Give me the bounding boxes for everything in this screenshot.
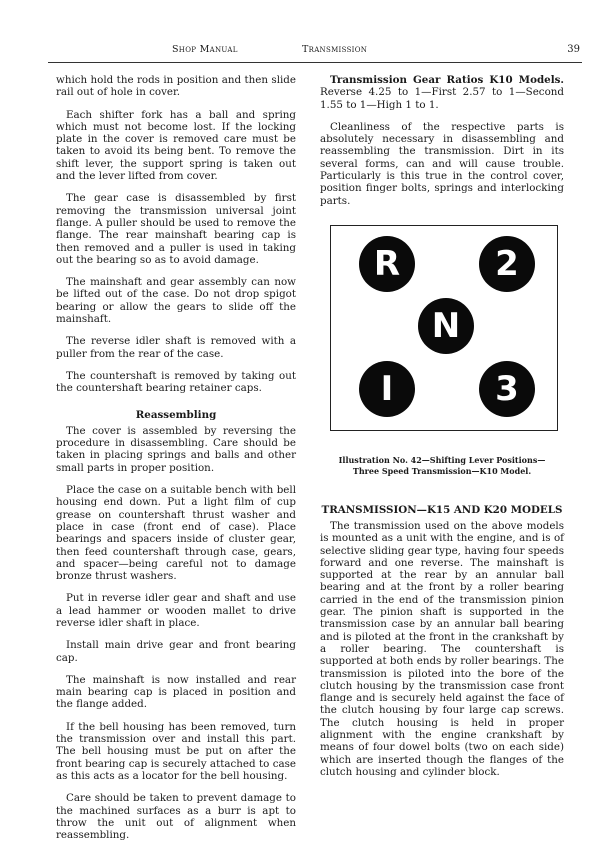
header-section-title: Transmission — [302, 44, 368, 55]
paragraph: Care should be taken to prevent damage to the machined surfaces as a burr is apt to throw the unit out of alignment when reassembling. — [56, 792, 296, 842]
paragraph: If the bell housing has been removed, turn the transmission over and install this part. The bell housing must be put on after the front bearing cap is securely attached to case as this acts as a locator for the bell housing. — [56, 720, 296, 782]
paragraph: The transmission used on the above models is mounted as a unit with the engine, and is of selective sliding gear type, having four speeds forward and one reverse. The mainshaft is supported at the rear by an annular ball bearing and at the front by a roller bearing carried in the end of the transmission pinion gear. The pinion shaft is supported in the transmission case by an annular ball bearing and is piloted at the front in the crankshaft by a roller bearing. The countershaft is supported at both ends by roller bearings. The transmission is piloted into the bore of the clutch housing by the transmission case front flange and is securely held against the face of the clutch housing by four large cap screws. The clutch housing is held in proper alignment with the engine crankshaft by means of four dowel bolts (two on each side) which are inserted though the flanges of the clutch housing and cylinder block. — [320, 520, 564, 778]
paragraph: The cover is assembled by reversing the procedure in disassembling. Care should be taken in placing springs and balls and other small parts in proper position. — [56, 424, 296, 474]
paragraph: The gear case is disassembled by first removing the transmission universal joint flange. A puller should be used to remove the flange. The rear mainshaft bearing cap is then removed and a puller is used in taking out the bearing so as to avoid damage. — [56, 192, 296, 266]
paragraph: The reverse idler shaft is removed with a puller from the rear of the case. — [56, 335, 296, 360]
paragraph: Put in reverse idler gear and shaft and use a lead hammer or wooden mallet to drive reverse idler shaft in place. — [56, 592, 296, 629]
shift-pattern-figure — [330, 225, 558, 431]
shift-position-first: I — [359, 361, 415, 417]
gear-ratios-text: Reverse 4.25 to 1—First 2.57 to 1—Second 1.55 to 1—High 1 to 1. — [320, 86, 564, 111]
paragraph: The mainshaft is now installed and rear main bearing cap is placed in position and the flange added. — [56, 673, 296, 711]
right-column-top — [320, 74, 564, 217]
left-column — [56, 74, 296, 851]
header-rule — [48, 62, 582, 63]
header-manual-title: Shop Manual — [172, 44, 238, 55]
gear-ratios-title: Transmission Gear Ratios K10 Models. — [330, 74, 564, 86]
paragraph: Install main drive gear and front bearing cap. — [56, 639, 296, 664]
shift-position-neutral: N — [418, 298, 474, 354]
right-column-bottom — [320, 520, 564, 788]
paragraph: which hold the rods in position and then slide rail out of hole in cover. — [56, 74, 296, 99]
figure-caption — [320, 455, 564, 477]
caption-line: Illustration No. 42—Shifting Lever Positions— — [338, 455, 546, 465]
paragraph: Place the case on a suitable bench with bell housing end down. Put a light film of cup grease on countershaft thrust washer and place in case (front end of case). Place bearings and spacers inside of cluster gear, then feed countershaft through case, gears, and spacer—being careful not to damage bronze thrust washers. — [56, 484, 296, 583]
caption-line: Three Speed Transmission—K10 Model. — [352, 466, 532, 476]
paragraph: The countershaft is removed by taking out the countershaft bearing retainer caps. — [56, 369, 296, 395]
shift-position-second: 2 — [479, 236, 535, 292]
subheading-reassembling: Reassembling — [135, 408, 217, 421]
paragraph: The mainshaft and gear assembly can now be lifted out of the case. Do not drop spigot bearing or allow the gears to slide off the mainshaft. — [56, 276, 296, 326]
page-number: 39 — [567, 44, 580, 55]
gear-ratios-paragraph — [320, 74, 564, 111]
paragraph: Cleanliness of the respective parts is absolutely necessary in disassembling and reassembling the transmission. Dirt in its several forms, can and will cause trouble. Particularly is this true in the control cover, position finger bolts, springs and interlocking parts. — [320, 120, 564, 207]
running-header — [48, 44, 580, 60]
paragraph: Each shifter fork has a ball and spring which must not become lost. If the locking plate in the cover is removed care must be taken to avoid its being bent. To remove the shift lever, the support spring is taken out and the lever lifted from cover. — [56, 108, 296, 183]
shift-position-reverse: R — [359, 236, 415, 292]
shift-position-third: 3 — [479, 361, 535, 417]
section-heading: TRANSMISSION—K15 AND K20 MODELS — [321, 504, 563, 516]
